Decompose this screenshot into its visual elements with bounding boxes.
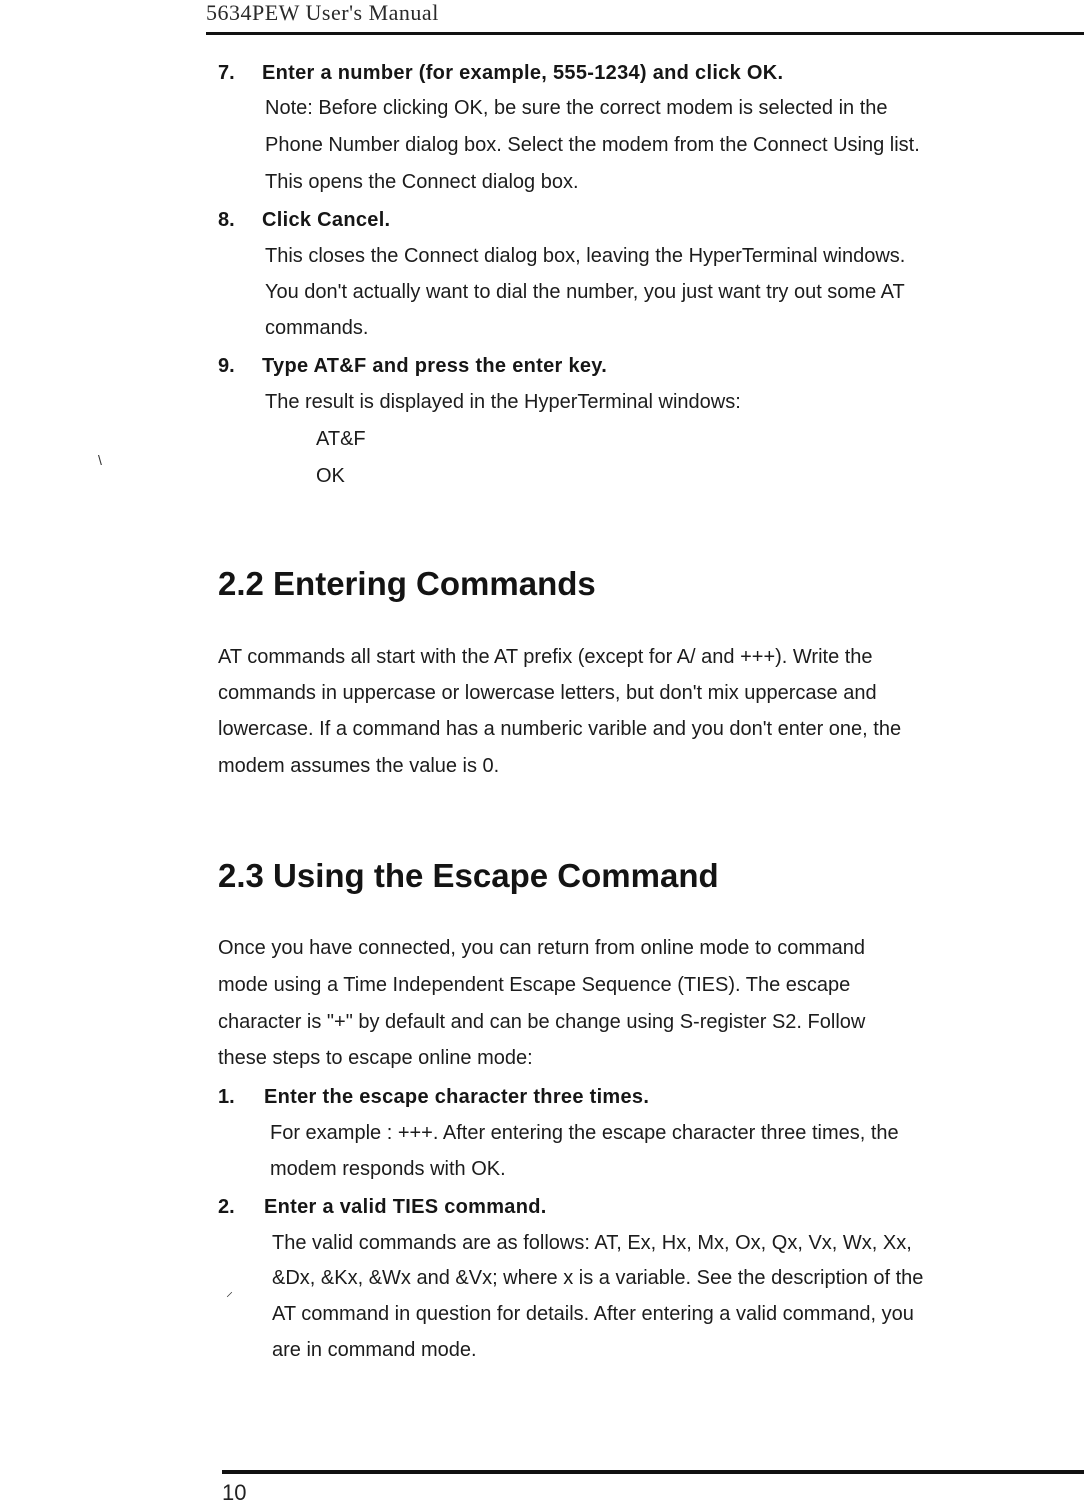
paragraph-line: lowercase. If a command has a numberic varible and you don't enter one, the xyxy=(218,718,902,740)
step-text-line: commands. xyxy=(265,317,369,339)
step-text-line: are in command mode. xyxy=(272,1339,477,1361)
scan-speck: \ xyxy=(98,452,102,468)
step-number: 1. xyxy=(218,1086,235,1108)
step-text-line: AT command in question for details. After entering a valid command, you xyxy=(272,1303,914,1325)
paragraph-line: mode using a Time Independent Escape Sequence (TIES). The escape xyxy=(218,974,851,996)
paragraph-line: AT commands all start with the AT prefix (except for A/ and +++). Write the xyxy=(218,646,873,668)
step-text-line: Note: Before clicking OK, be sure the correct modem is selected in the xyxy=(265,97,888,119)
step-number: 7. xyxy=(218,62,235,84)
page-number: 10 xyxy=(222,1480,247,1505)
step-text-line: This closes the Connect dialog box, leaving the HyperTerminal windows. xyxy=(265,245,906,267)
step-text-line: Phone Number dialog box. Select the modem from the Connect Using list. xyxy=(265,134,920,156)
step-title: Enter the escape character three times. xyxy=(264,1086,650,1108)
step-title: Enter a number (for example, 555-1234) and click OK. xyxy=(262,62,784,84)
step-text-line: modem responds with OK. xyxy=(270,1158,506,1180)
paragraph-line: commands in uppercase or lowercase letters, but don't mix uppercase and xyxy=(218,682,877,704)
step-text-line: The result is displayed in the HyperTerminal windows: xyxy=(265,391,741,413)
step-number: 2. xyxy=(218,1196,235,1218)
footer-rule xyxy=(222,1470,1084,1474)
paragraph-line: character is "+" by default and can be change using S-register S2. Follow xyxy=(218,1011,866,1033)
scan-speck: ⸝ xyxy=(226,1283,233,1299)
step-number: 8. xyxy=(218,209,235,231)
paragraph-line: these steps to escape online mode: xyxy=(218,1047,533,1069)
paragraph-line: Once you have connected, you can return from online mode to command xyxy=(218,937,866,959)
step-text-line: The valid commands are as follows: AT, Ex, Hx, Mx, Ox, Qx, Vx, Wx, Xx, xyxy=(272,1232,912,1254)
manual-title: 5634PEW User's Manual xyxy=(206,0,439,25)
step-number: 9. xyxy=(218,355,235,377)
step-text-line: &Dx, &Kx, &Wx and &Vx; where x is a variable. See the description of the xyxy=(272,1267,924,1289)
step-title: Click Cancel. xyxy=(262,209,391,231)
section-heading: 2.3 Using the Escape Command xyxy=(218,857,719,894)
step-text-line: For example : +++. After entering the escape character three times, the xyxy=(270,1122,899,1144)
step-title: Type AT&F and press the enter key. xyxy=(262,355,608,377)
step-text-line: This opens the Connect dialog box. xyxy=(265,171,579,193)
terminal-output-line: OK xyxy=(316,465,345,487)
paragraph-line: modem assumes the value is 0. xyxy=(218,755,500,777)
step-text-line: You don't actually want to dial the number, you just want try out some AT xyxy=(265,281,905,303)
step-title: Enter a valid TIES command. xyxy=(264,1196,547,1218)
header-rule xyxy=(206,32,1084,35)
terminal-output-line: AT&F xyxy=(316,428,366,450)
section-heading: 2.2 Entering Commands xyxy=(218,565,596,602)
